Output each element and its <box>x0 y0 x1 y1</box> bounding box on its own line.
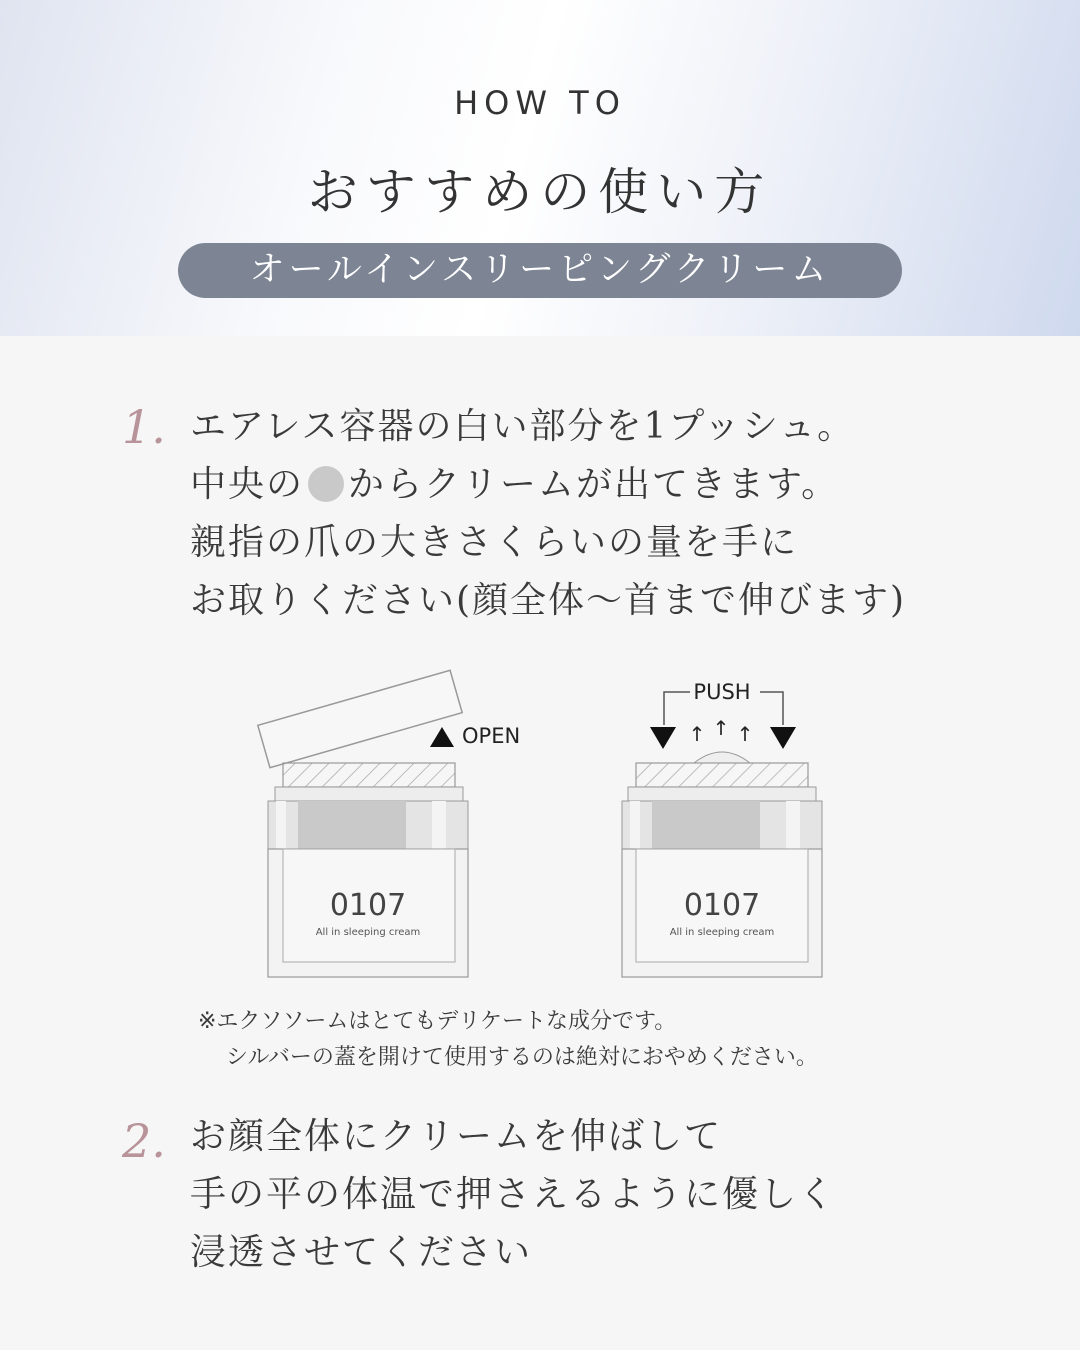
step-1-line-1: エアレス容器の白い部分を1プッシュ。 <box>190 406 856 447</box>
push-label: PUSH <box>693 680 751 704</box>
header-banner <box>0 0 1080 336</box>
open-label: OPEN <box>462 724 521 748</box>
center-dot-icon <box>308 466 344 502</box>
push-jar-icon <box>622 680 822 977</box>
lid-icon <box>258 670 462 767</box>
step-1-line-2-after: からクリームが出てきます。 <box>348 464 840 505</box>
open-jar-icon <box>258 670 520 977</box>
step-2-line-3: 浸透させてください <box>190 1232 533 1273</box>
triangle-down-left-icon <box>650 727 676 749</box>
step-2-number: 2. <box>122 1114 166 1168</box>
step-1-line-2 <box>190 456 906 514</box>
jar-subtitle-left: All in sleeping cream <box>315 927 421 938</box>
up-arrow-icon: ↑ <box>736 722 754 746</box>
step-1-line-2-before: 中央の <box>190 464 305 505</box>
up-arrow-icon: ↑ <box>712 716 730 740</box>
step-1-text <box>190 398 906 630</box>
caution-note <box>198 1004 818 1076</box>
eyebrow-text: HOW TO <box>454 84 626 122</box>
note-line-1: ※エクソソームはとてもデリケートな成分です。 <box>198 1009 677 1034</box>
step-2-line-1: お顔全体にクリームを伸ばして <box>190 1116 723 1157</box>
triangle-down-right-icon <box>770 727 796 749</box>
jar-code-right: 0107 <box>683 888 761 923</box>
step-1-line-4: お取りください(顔全体〜首まで伸びます) <box>190 580 907 621</box>
jar-illustration <box>250 655 850 985</box>
step-2-line-2: 手の平の体温で押さえるように優しく <box>190 1174 837 1215</box>
note-line-2: シルバーの蓋を開けて使用するのは絶対におやめください。 <box>226 1045 818 1070</box>
product-name-pill: オールインスリーピングクリーム <box>178 243 902 298</box>
step-1-number: 1. <box>122 400 166 454</box>
step-2-text <box>190 1108 836 1282</box>
up-arrow-icon: ↑ <box>688 722 706 746</box>
jar-subtitle-right: All in sleeping cream <box>669 927 775 938</box>
triangle-up-icon <box>430 727 454 747</box>
step-1-line-3: 親指の爪の大きさくらいの量を手に <box>190 522 799 563</box>
jar-code-left: 0107 <box>329 888 407 923</box>
page-title: おすすめの使い方 <box>307 163 773 221</box>
